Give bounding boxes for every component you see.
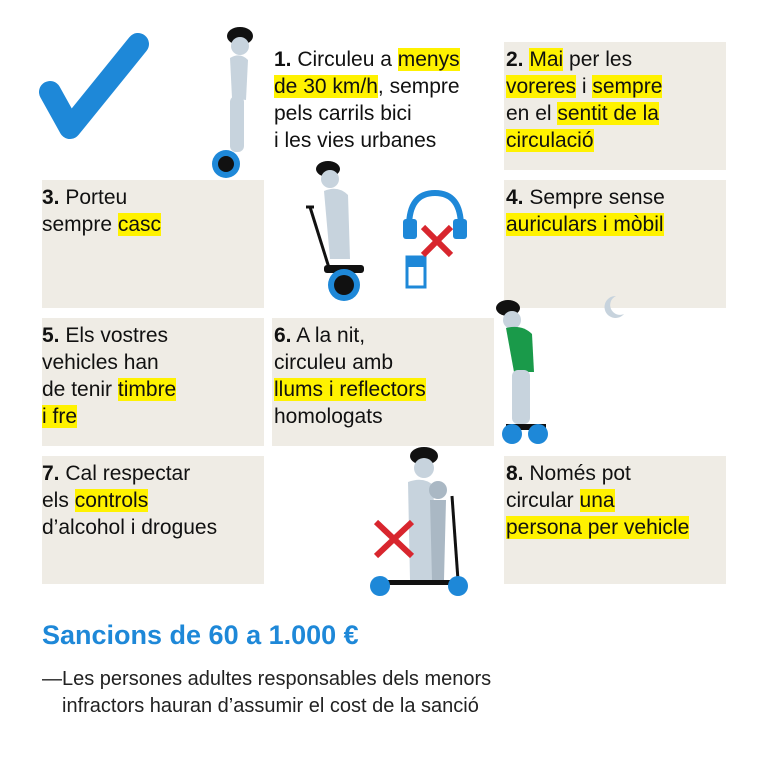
headphones-phone-crossed-icon (395, 185, 475, 295)
rule-5-text: 5. Els vostres vehicles han de tenir timbre i fre (42, 324, 177, 428)
rule-1-text: 1. Circuleu a menys de 30 km/h, sempre pels carrils bici i les vies urbanes (274, 48, 460, 152)
checkmark-icon (38, 30, 153, 140)
moon-icon (598, 292, 628, 322)
monowheel-rider-icon (488, 296, 558, 456)
segway-rider-icon (300, 155, 380, 305)
sanctions-title: Sancions de 60 a 1.000 € (42, 620, 359, 650)
rule-7-text: 7. Cal respectar els controls d’alcohol i drogues (42, 462, 218, 539)
hoverboard-rider-icon (192, 20, 272, 180)
rule-6-text: 6. A la nit, circuleu amb llums i reflectors homologats (274, 324, 426, 428)
rule-4-text: 4. Sempre sense auriculars i mòbil (506, 186, 665, 236)
sanctions-note: —Les persones adultes responsables dels menors infractors hauran d’assumir el cost de la sanció (42, 668, 492, 717)
rule-2-text: 2. Mai per les voreres i sempre en el sentit de la circulació (506, 48, 663, 152)
rule-3-text: 3. Porteu sempre casc (42, 186, 162, 236)
rule-8-text: 8. Només pot circular una persona per vehicle (506, 462, 690, 539)
scooter-two-riders-crossed-icon (362, 440, 472, 600)
